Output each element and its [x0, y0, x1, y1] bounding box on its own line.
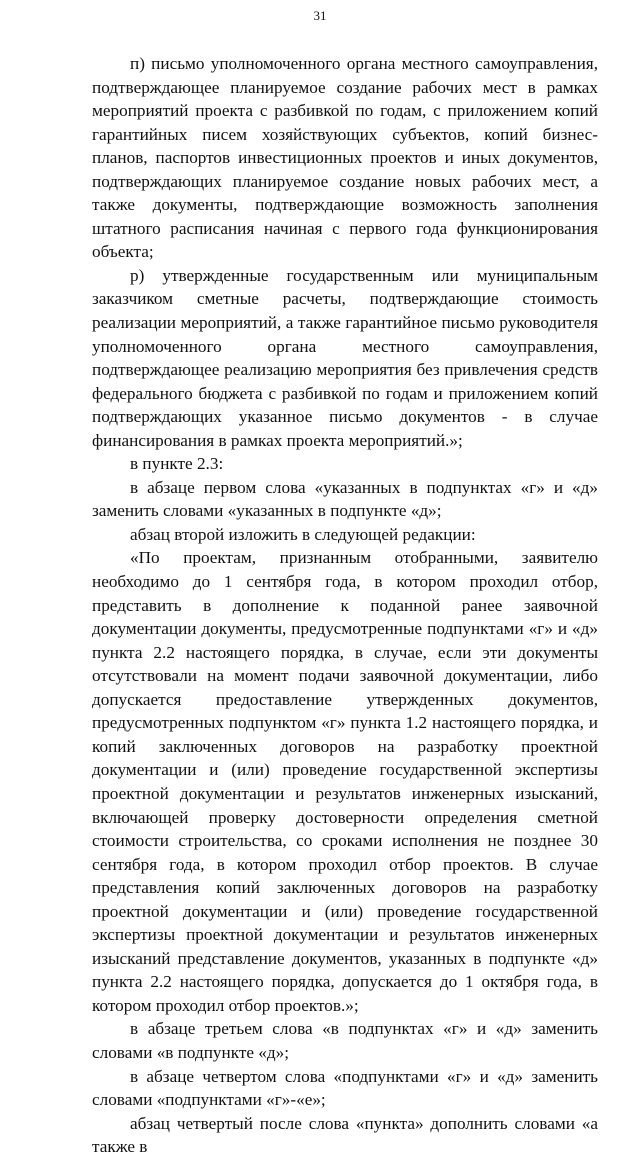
paragraph-subitem-p: п) письмо уполномоченного органа местного самоуправления, подтверждающее планируемое создание рабочих мест в рамках мероприятий проекта с разбивкой по годам, с приложением копий гарантийных писем хозяйствующих субъектов, копий бизнес-планов, паспортов инвестиционных проектов и иных документов, подтверждающих планируемое создание новых рабочих мест, а также документы, подтверждающие возможность заполнения штатного расписания начиная с первого года функционирования объекта; [92, 54, 598, 262]
paragraph-first-abzac: в абзаце первом слова «указанных в подпунктах «г» и «д» заменить словами «указанных в подпункте «д»; [92, 477, 598, 521]
paragraph-third-abzac: в абзаце третьем слова «в подпунктах «г» и «д» заменить словами «в подпункте «д»; [92, 1019, 598, 1062]
paragraph-quoted-text: «По проектам, признанным отобранными, заявителю необходимо до 1 сентября года, в котором проходил отбор, представить в дополнение к поданной ранее заявочной документации документы, предусмотренные подпунктами «г» и «д» пункта 2.2 настоящего порядка, в случае, если эти документы отсутствовали на момент подачи заявочной документации, либо допускается предоставление утвержденных документов, предусмотренных подпунктом «г» пункта 1.2 настоящего порядка, и копий заключенных договоров на разработку проектной документации и (или) проведение государственной экспертизы проектной документации и результатов инженерных изысканий, включающей проверку достоверности определения сметной стоимости строительства, со сроками исполнения не позднее 30 сентября года, в котором проходил отбор проектов. В случае представления копий заключенных договоров на разработку проектной документации и (или) проведение государственной экспертизы проектной документации и результатов инженерных изысканий представление документов, указанных в подпункте «д» пункта 2.2 настоящего порядка, допускается до 1 октября года, в котором проходил отбор проектов.»; [92, 548, 598, 1015]
paragraph-second-abzac: абзац второй изложить в следующей редакции: [130, 524, 476, 544]
document-body [92, 52, 598, 1159]
paragraph-fourth-abzac: в абзаце четвертом слова «подпунктами «г» и «д» заменить словами «подпунктами «г»-«е»; [92, 1066, 598, 1110]
paragraph-subitem-r: р) утвержденные государственным или муниципальным заказчиком сметные расчеты, подтверждающие стоимость реализации мероприятий, а также гарантийное письмо руководителя уполномоченного органа местного самоуправления, подтверждающее реализацию мероприятия без привлечения средств федерального бюджета с разбивкой по годам и приложением копий подтверждающих указанное письмо документов - в случае финансирования в рамках проекта мероприятий.»; [92, 265, 598, 450]
page-number: 31 [313, 8, 327, 23]
paragraph-clause-2-3: в пункте 2.3: [130, 454, 224, 474]
paragraph-fourth-abzac-addition: абзац четвертый после слова «пункта» дополнить словами «а также в [92, 1113, 598, 1157]
